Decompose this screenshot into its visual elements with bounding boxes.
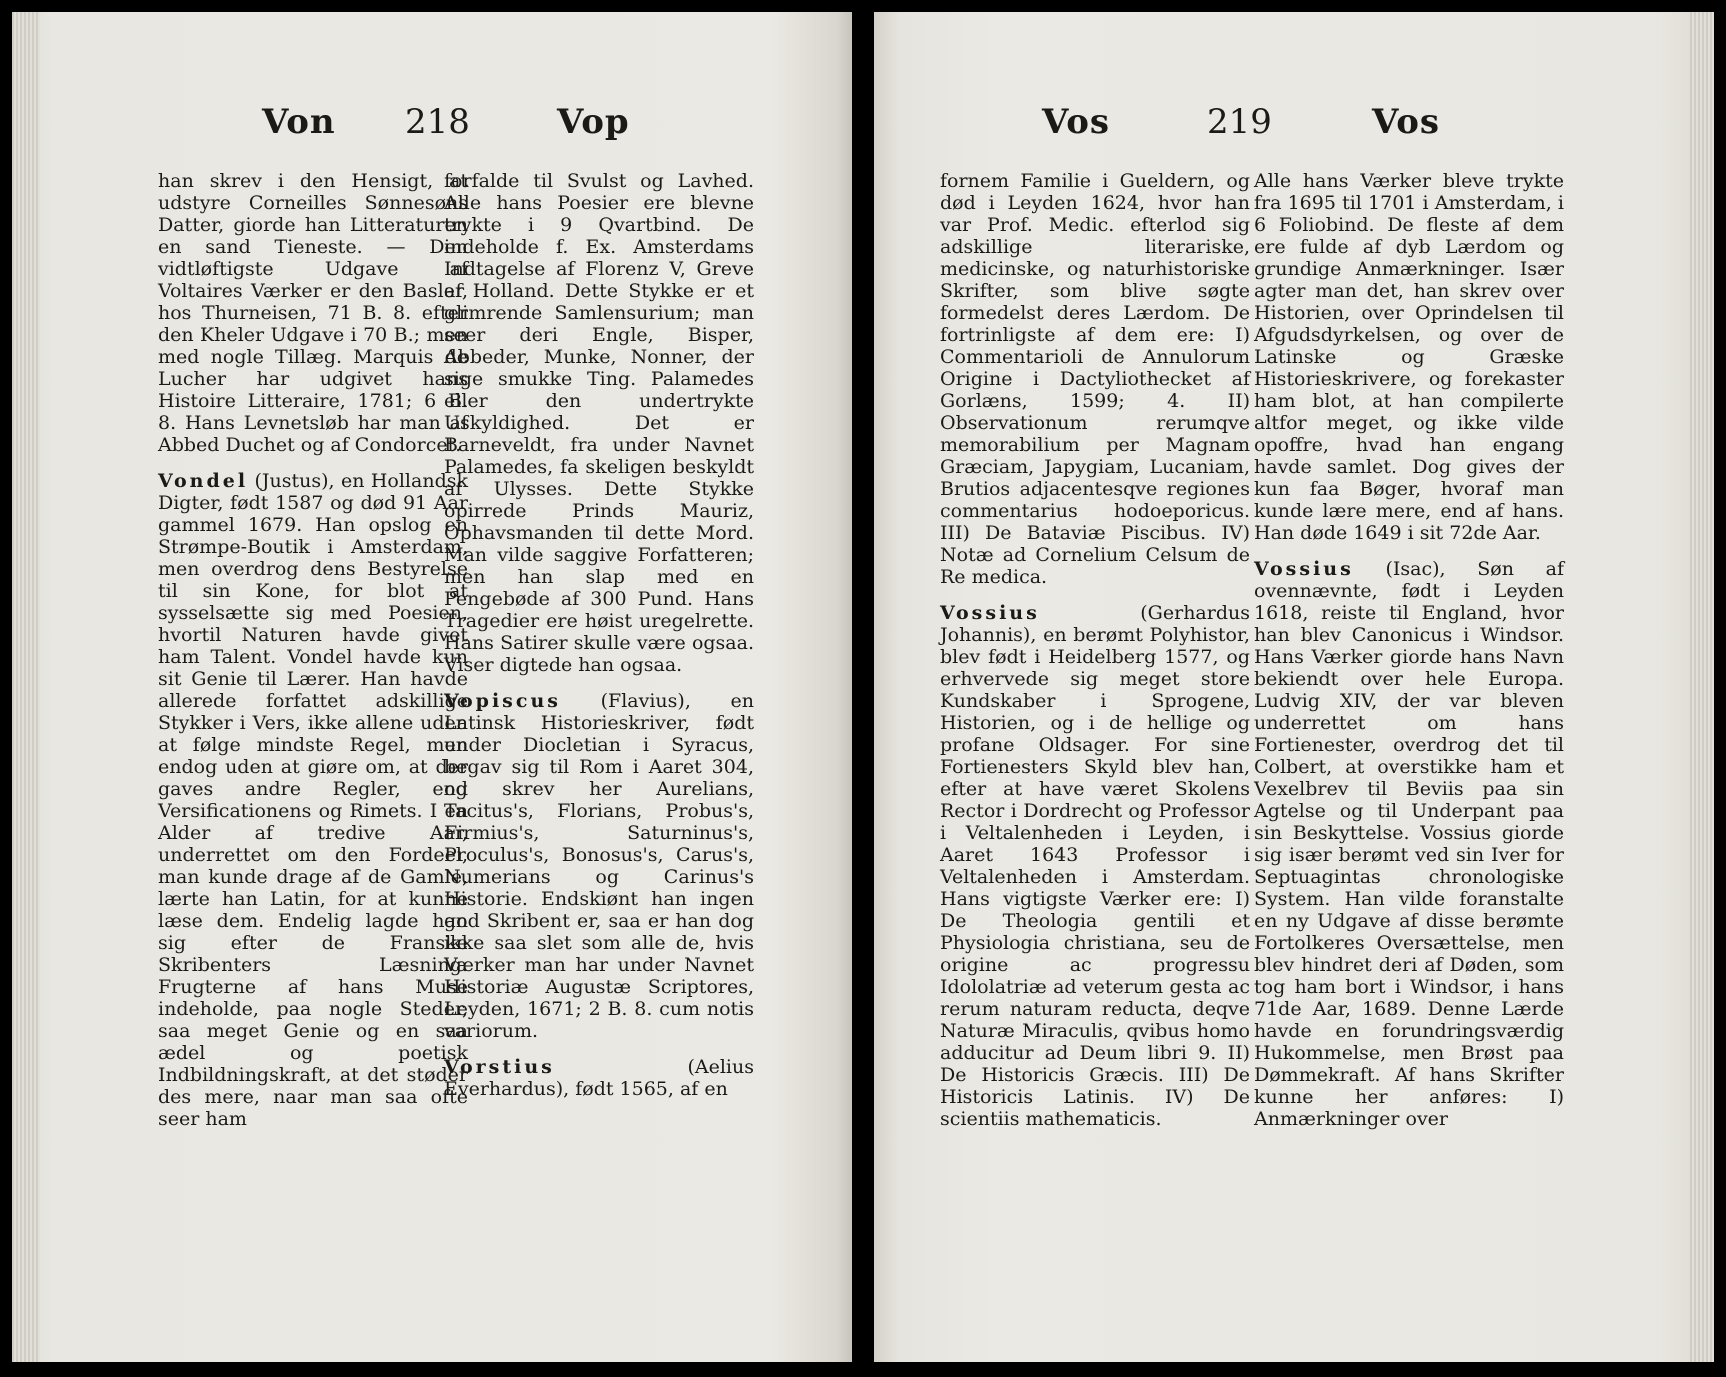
entry-vondel: Vondel (Justus), en Hollandsk Digter, født 1587 og død 91 Aar gammel 1679. Han opslog en Strømpe-Boutik i Amsterdam, men overdrog dens Bestyrelse til sin Kone, for blot at sysselsætte sig med Poesien, hvortil Naturen havde givet ham Talent. Vondel havde kun sit Genie til Lærer. Han havde allerede forfattet adskillige Stykker i Vers, ikke allene uden at følge mindste Regel, men endog uden at giøre om, at der gaves andre Regler, end Versificationens og Rimets. I en Alder af tredive Aar, underrettet om den Fordeel, man kunde drage af de Gamle, lærte han Latin, for at kunne læse dem. Endelig lagde han sig efter de Franske Skribenters Læsning. Frugterne af hans Muse indeholde, paa nogle Steder, saa meget Genie og en saa ædel og poetisk Indbildningskraft, at det støder des mere, naar man saa ofte seer ham: [158, 470, 468, 1130]
left-page: [12, 12, 852, 1362]
text-paragraph: Alle hans Værker bleve trykte fra 1695 til 1701 i Amsterdam, i 6 Foliobind. De fleste af dem ere fulde af dyb Lærdom og grundige Anmærkninger. Især agter man det, han skrev over Historien, over Oprindelsen til Afgudsdyrkelsen, og over de Latinske og Græske Historieskrivere, og forekaster ham blot, at han compilerte altfor meget, og ikke vilde opoffre, hvad han engang havde samlet. Dog gives der kun faa Bøger, hvoraf man kunde lære mere, end af hans. Han døde 1649 i sit 72de Aar.: [1254, 170, 1564, 544]
page-edge-stack: [12, 12, 40, 1362]
page-edge-stack: [1688, 12, 1714, 1362]
text-paragraph: fornem Familie i Gueldern, og død i Leyden 1624, hvor han var Prof. Medic. efterlod sig adskillige literariske, medicinske, og naturhistoriske Skrifter, som blive søgte formedelst deres Lærdom. De fortrinligste af dem ere: I) Commentarioli de Annulorum Origine i Dactyliothecket af Gorlæns, 1599; 4. II) Observationum rerumqve memorabilium per Magnam Græciam, Japygiam, Lucaniam, Brutios adjacentesqve regiones commentarius hodoeporicus. III) De Bataviæ Piscibus. IV) Notæ ad Cornelium Celsum de Re medica.: [940, 170, 1250, 588]
header-left-word: Vos: [1042, 102, 1111, 142]
text-paragraph: forfalde til Svulst og Lavhed. Alle hans Poesier ere blevne trykte i 9 Qvartbind. De indeholde f. Ex. Amsterdams Indtagelse af Florenz V, Greve af Holland. Dette Stykke er et glimrende Samlensurium; man seer deri Engle, Bisper, Abbeder, Munke, Nonner, der sige smukke Ting. Palamedes eller den undertrykte Uskyldighed. Det er Barneveldt, fra under Navnet Palamedes, fa skeligen beskyldt af Ulysses. Dette Stykke opirrede Prinds Mauriz, Ophavsmanden til dette Mord. Man vilde saggive Forfatteren; men han slap med en Pengebøde af 300 Pund. Hans Tragedier ere høist uregelrette. Hans Satirer skulle være ogsaa. Viser digtede han ogsaa.: [444, 170, 754, 676]
header-right-word: Vop: [557, 102, 630, 142]
entry-vorstius: Vorstius (Aelius Everhardus), født 1565, af en: [444, 1056, 754, 1100]
left-page-column-1: [158, 170, 468, 1130]
entry-keyword: Vossius: [1254, 558, 1354, 580]
entry-vossius-gerhardus: Vossius (Gerhardus Johannis), en berømt Polyhistor, blev født i Heidelberg 1577, og erhvervede sig meget store Kundskaber i Sprogene, Historien, og i de hellige og profane Oldsager. For sine Fortienesters Skyld blev han, efter at have været Skolens Rector i Dordrecht og Professor i Veltalenheden i Leyden, i Aaret 1643 Professor i Veltalenheden i Amsterdam. Hans vigtigste Værker ere: I) De Theologia gentili et Physiologia christiana, seu de origine ac progressu Idololatriæ ad veterum gesta ac rerum naturam reducta, deqve Naturæ Miraculis, qvibus homo adducitur ad Deum libri 9. II) De Historicis Græcis. III) De Historicis Latinis. IV) De scientiis mathematicis.: [940, 602, 1250, 1130]
left-page-column-2: [444, 170, 754, 1100]
header-right-word: Vos: [1372, 102, 1441, 142]
right-page-column-1: [940, 170, 1250, 1130]
left-page-header: [12, 102, 852, 152]
entry-keyword: Vopiscus: [444, 690, 561, 712]
right-page-column-2: [1254, 170, 1564, 1130]
entry-keyword: Vorstius: [444, 1056, 555, 1078]
page-number: 219: [1207, 102, 1272, 142]
header-left-word: Von: [262, 102, 336, 142]
right-page: [874, 12, 1714, 1362]
text-paragraph: han skrev i den Hensigt, at udstyre Corneilles Sønnesøns Datter, giorde han Litteraturen en sand Tieneste. — Den vidtløftigste Udgave af Voltaires Værker er den Basler, hos Thurneisen, 71 B. 8. efter den Kheler Udgave i 70 B.; men med nogle Tillæg. Marquis de Lucher har udgivet hans Histoire Litteraire, 1781; 6 B. 8. Hans Levnetsløb har man af Abbed Duchet og af Condorcet.: [158, 170, 468, 456]
right-page-header: [874, 102, 1714, 152]
entry-vossius-isac: Vossius (Isac), Søn af ovennævnte, født i Leyden 1618, reiste til England, hvor han blev Canonicus i Windsor. Hans Værker giorde hans Navn bekiendt over hele Europa. Ludvig XIV, der var bleven underrettet om hans Fortienester, overdrog det til Colbert, at overstikke ham et Vexelbrev til Beviis paa sin Agtelse og til Underpant paa sin Beskyttelse. Vossius giorde sig især berømt ved sin Iver for Septuagintas chronologiske System. Han vilde foranstalte en ny Udgave af disse berømte Fortolkeres Oversættelse, men blev hindret deri af Døden, som tog ham bort i Windsor, i hans 71de Aar, 1689. Denne Lærde havde en forundringsværdig Hukommelse, men Brøst paa Dømmekraft. Af hans Skrifter kunne her anføres: I) Anmærkninger over: [1254, 558, 1564, 1130]
entry-keyword: Vondel: [158, 470, 249, 492]
entry-vopiscus: Vopiscus (Flavius), en Latinsk Historieskriver, født under Diocletian i Syracus, begav sig til Rom i Aaret 304, og skrev her Aurelians, Tacitus's, Florians, Probus's, Firmius's, Saturninus's, Proculus's, Bonosus's, Carus's, Numerians og Carinus's Historie. Endskiønt han ingen god Skribent er, saa er han dog ikke saa slet som alle de, hvis Værker man har under Navnet Historiæ Augustæ Scriptores, Leyden, 1671; 2 B. 8. cum notis variorum.: [444, 690, 754, 1042]
page-number: 218: [405, 102, 470, 142]
entry-keyword: Vossius: [940, 602, 1040, 624]
